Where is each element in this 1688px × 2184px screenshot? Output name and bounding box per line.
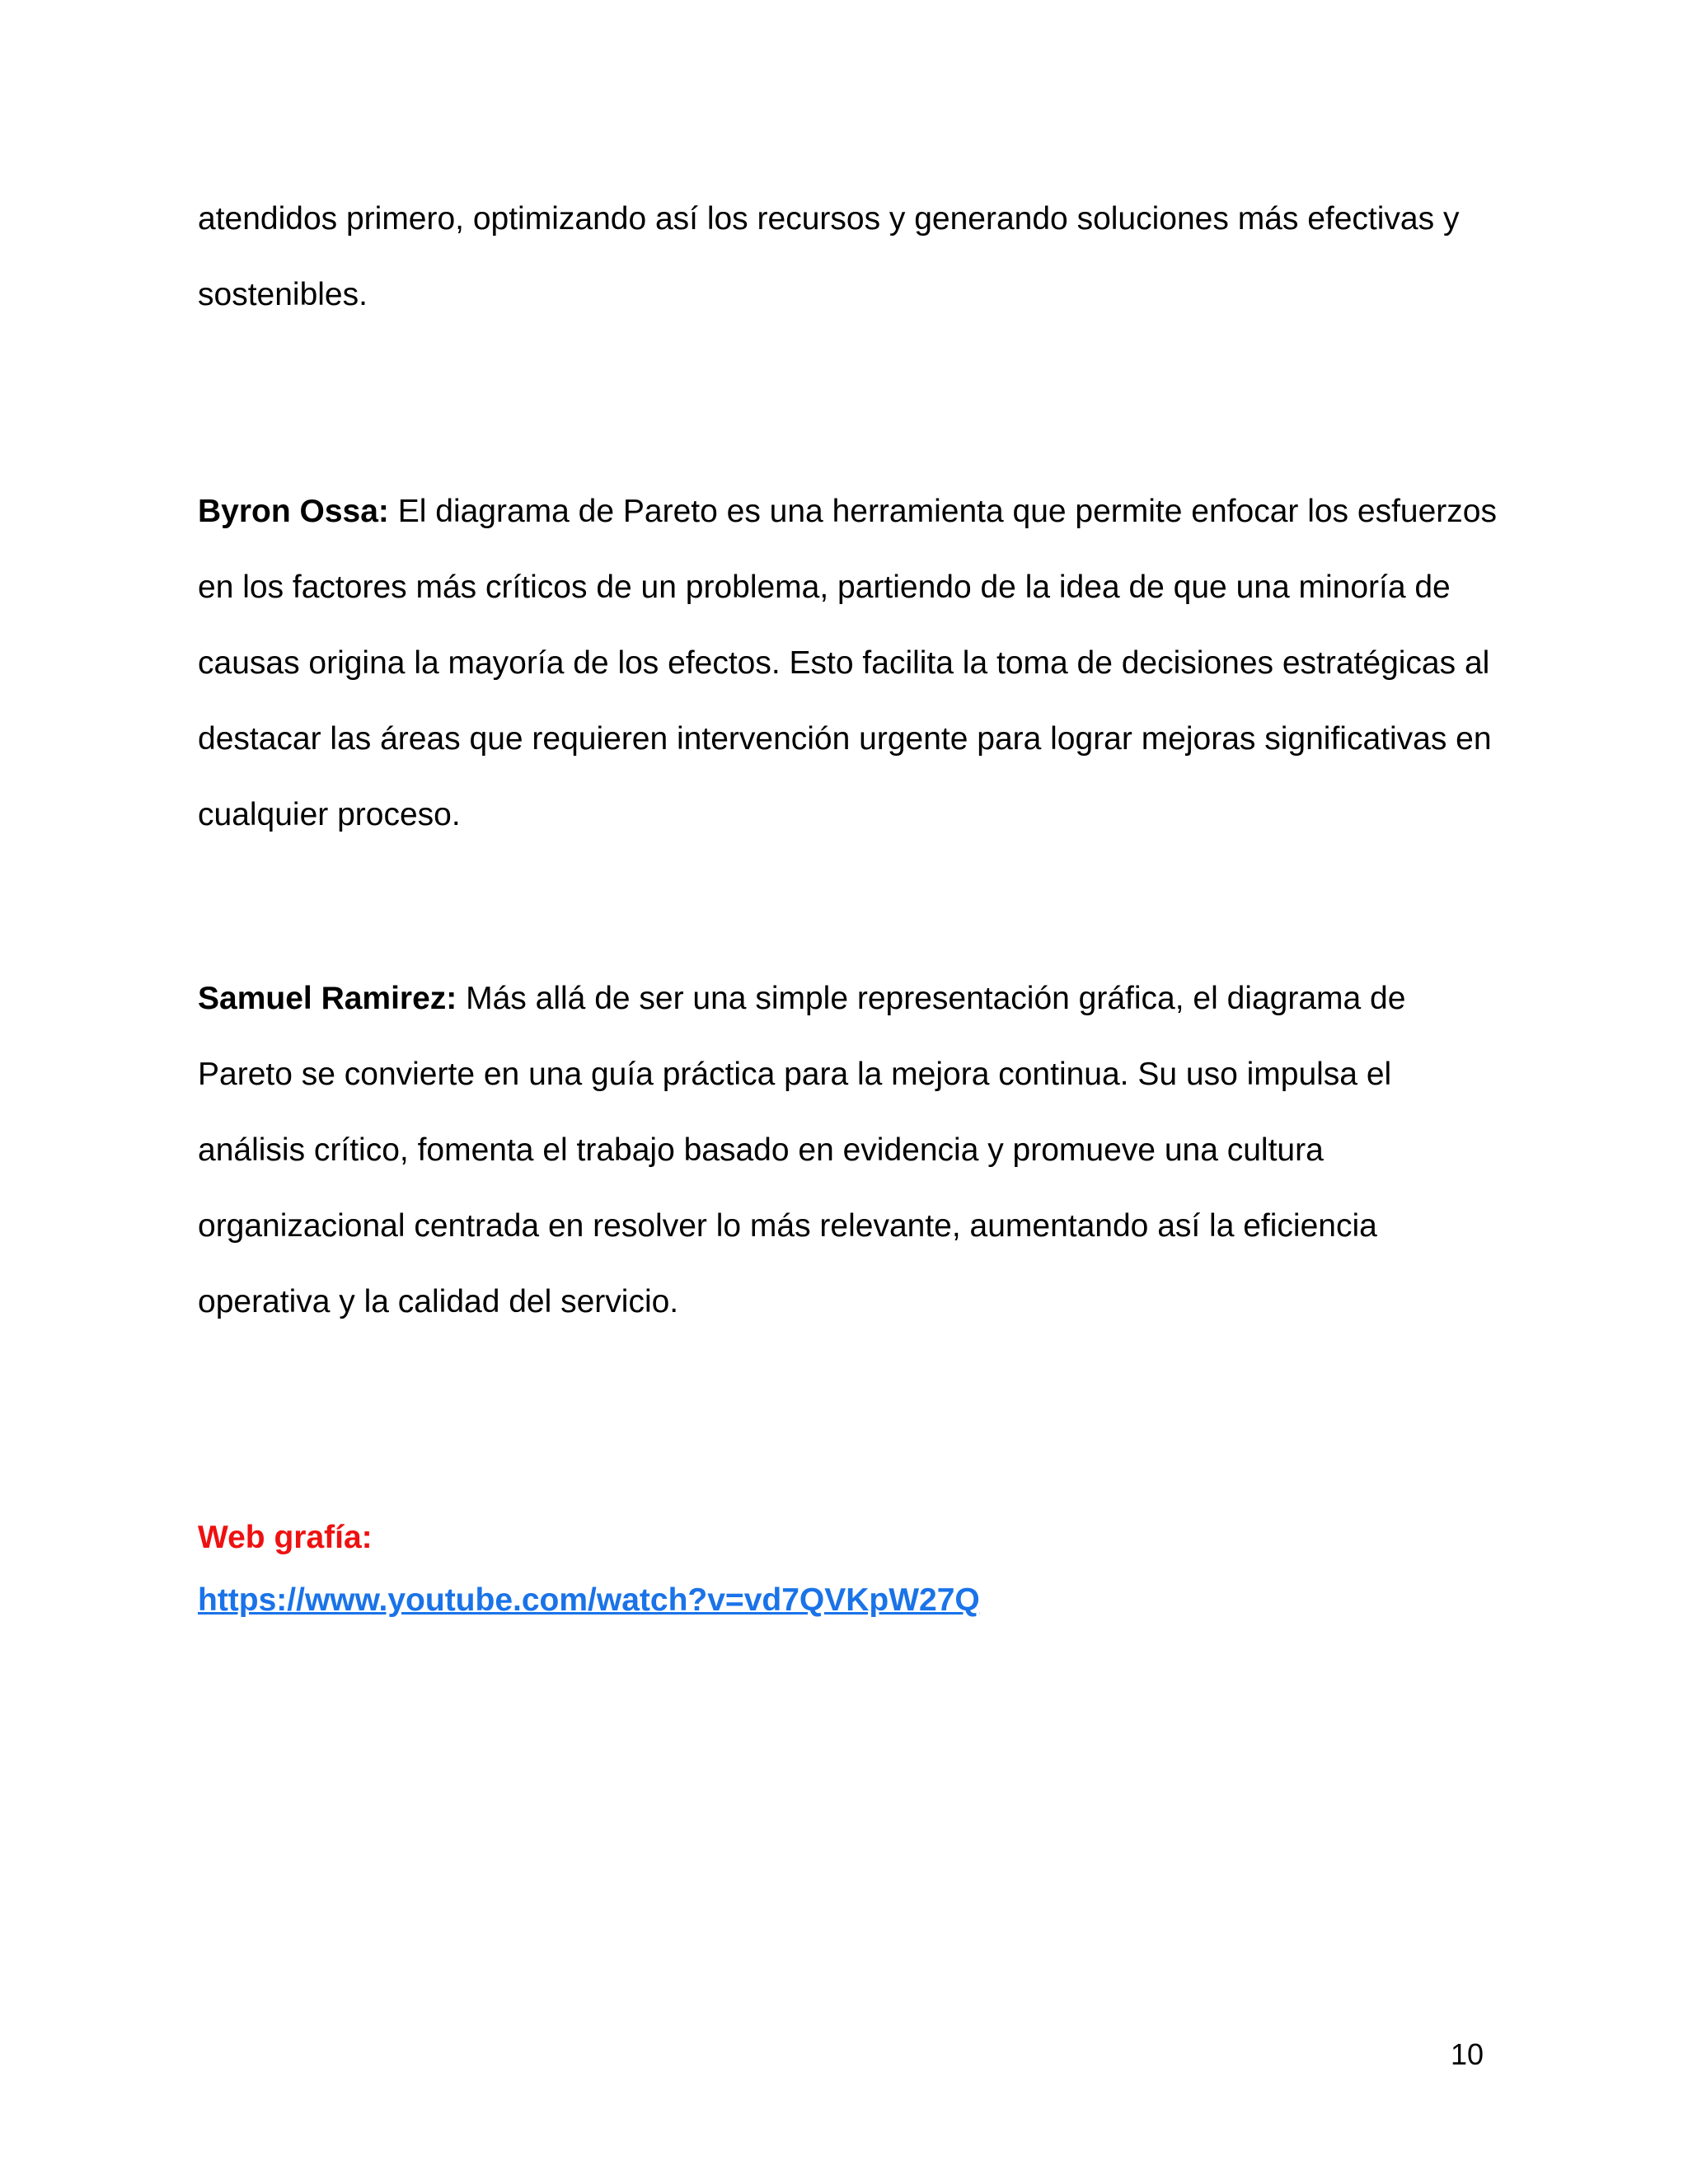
page-number: 10 <box>1450 2037 1484 2071</box>
paragraph-byron-text: El diagrama de Pareto es una herramienta que permite enfocar los esfuerzos en los factores más críticos de un problema, partiendo de la idea de que una minoría de causas origina la mayoría de los efectos. Esto facilita la toma de decisiones estratégicas al destacar las áreas que requieren intervención urgente para lograr mejoras significativas en cualquier proceso. <box>198 494 1497 832</box>
paragraph-samuel-text: Más allá de ser una simple representación gráfica, el diagrama de Pareto se convierte en una guía práctica para la mejora continua. Su uso impulsa el análisis crítico, fomenta el trabajo basado en evidencia y promueve una cultura organizacional centrada en resolver lo más relevante, aumentando así la eficiencia operativa y la calidad del servicio. <box>198 981 1406 1319</box>
paragraph-samuel-ramirez <box>198 961 1500 1340</box>
paragraph-continuation-text: atendidos primero, optimizando así los recursos y generando soluciones más efectivas y sostenibles. <box>198 201 1460 312</box>
references-heading: Web grafía: <box>198 1520 373 1555</box>
paragraph-byron-ossa <box>198 474 1500 853</box>
paragraph-continuation <box>198 181 1500 333</box>
reference-youtube-link[interactable]: https://www.youtube.com/watch?v=vd7QVKpW27Q <box>198 1582 980 1618</box>
author-samuel-ramirez: Samuel Ramirez: <box>198 981 457 1016</box>
author-byron-ossa: Byron Ossa: <box>198 494 389 529</box>
